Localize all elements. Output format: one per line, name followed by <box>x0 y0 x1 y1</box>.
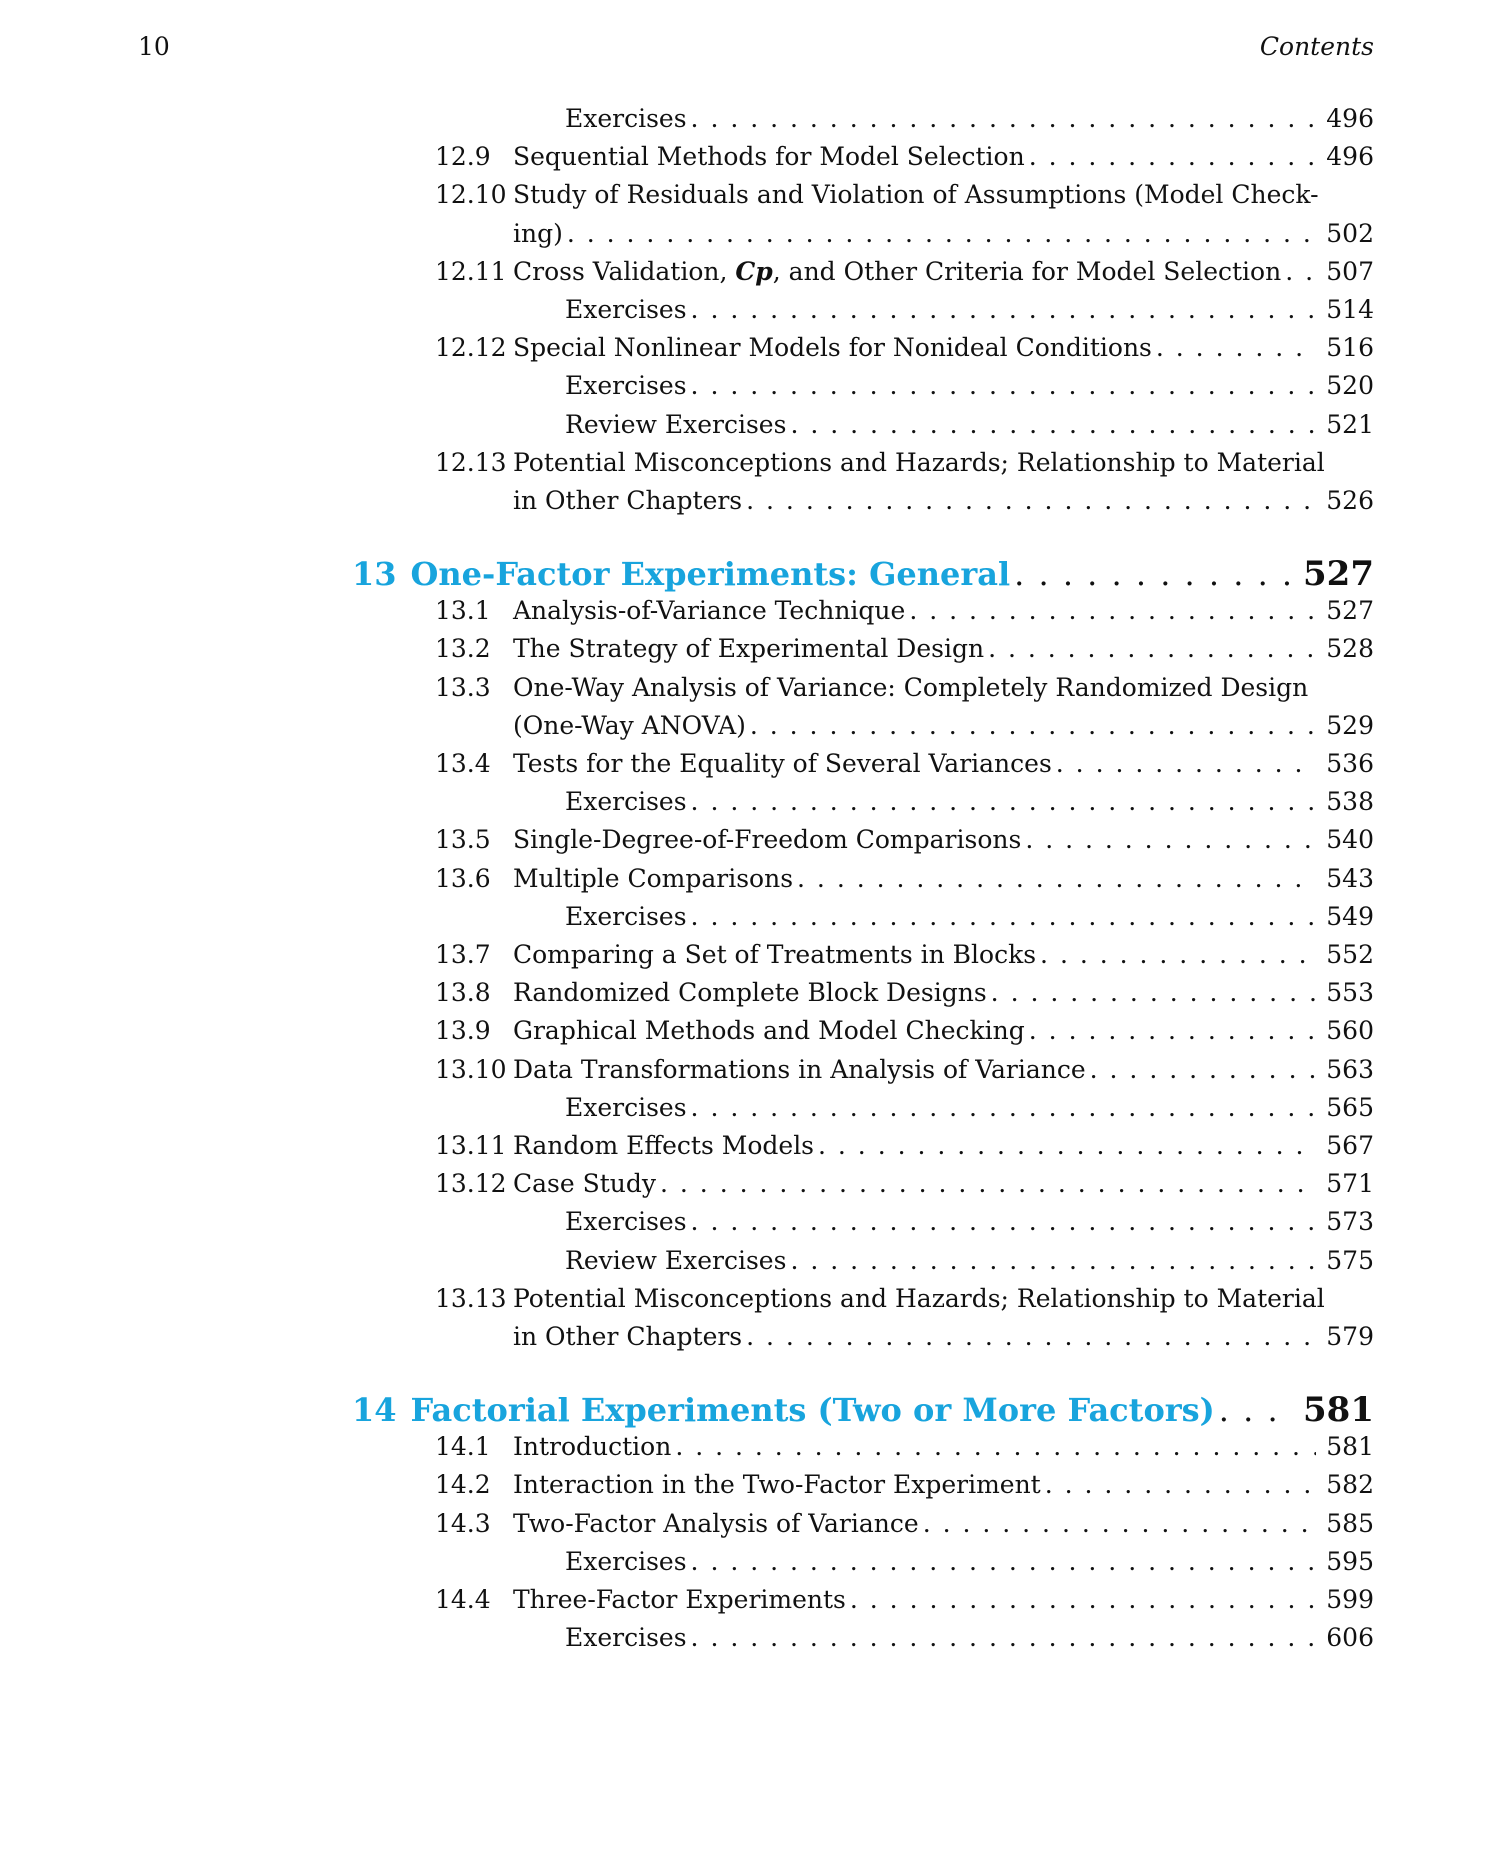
entry-title: Analysis-of-Variance Technique <box>513 596 906 625</box>
entry-title: Graphical Methods and Model Checking <box>513 1016 1025 1045</box>
page-ref: 521 <box>1326 410 1374 439</box>
toc-entry[interactable] <box>0 1319 1501 1355</box>
page-ref: 549 <box>1326 902 1374 931</box>
dot-leader <box>1029 139 1317 175</box>
dot-leader <box>1029 1013 1317 1049</box>
page-ref: 552 <box>1326 940 1374 969</box>
title-part: Cross Validation, <box>513 257 736 286</box>
exercise-entry[interactable] <box>0 1204 1501 1240</box>
dot-leader <box>1014 551 1293 597</box>
page-ref: 538 <box>1326 787 1374 816</box>
dot-leader <box>790 1243 1316 1279</box>
dot-leader <box>818 1128 1316 1164</box>
entry-title: Exercises <box>565 787 687 816</box>
section-number: 12.13 <box>435 448 507 477</box>
page-ref: 514 <box>1326 295 1374 324</box>
toc-entry[interactable] <box>0 1128 1501 1164</box>
exercise-entry[interactable] <box>0 368 1501 404</box>
dot-leader <box>691 1090 1317 1126</box>
entry-title: Multiple Comparisons <box>513 864 794 893</box>
entry-title: (One-Way ANOVA) <box>513 711 746 740</box>
section-number: 12.9 <box>435 142 491 171</box>
page-ref: 507 <box>1326 257 1374 286</box>
page-ref: 573 <box>1326 1207 1374 1236</box>
page-ref: 567 <box>1326 1131 1374 1160</box>
dot-leader <box>909 593 1316 629</box>
entry-title: Review Exercises <box>565 410 787 439</box>
entry-title: Three-Factor Experiments <box>513 1585 846 1614</box>
dot-leader <box>750 708 1316 744</box>
dot-leader <box>991 975 1317 1011</box>
dot-leader <box>691 101 1317 137</box>
entry-title: ing) <box>513 219 563 248</box>
toc-entry[interactable] <box>0 483 1501 519</box>
entry-title: Random Effects Models <box>513 1131 815 1160</box>
dot-leader <box>691 1620 1317 1656</box>
toc-entry[interactable] <box>0 975 1501 1011</box>
chapter-entry[interactable] <box>0 551 1501 597</box>
dot-leader <box>746 483 1316 519</box>
dot-leader <box>1056 746 1317 782</box>
section-number: 14.3 <box>435 1509 491 1538</box>
page-ref: 520 <box>1326 371 1374 400</box>
page-ref: 502 <box>1326 219 1374 248</box>
running-title: Contents <box>1259 32 1374 61</box>
page-ref: 536 <box>1326 749 1374 778</box>
toc-entry[interactable] <box>0 861 1501 897</box>
section-number: 13.8 <box>435 978 491 1007</box>
entry-title: Exercises <box>565 1547 687 1576</box>
section-number: 12.11 <box>435 257 507 286</box>
page-ref: 516 <box>1326 333 1374 362</box>
section-number: 13.11 <box>435 1131 507 1160</box>
toc-entry[interactable] <box>0 822 1501 858</box>
page-ref: 579 <box>1326 1322 1374 1351</box>
dot-leader <box>746 1319 1316 1355</box>
entry-title: Single-Degree-of-Freedom Comparisons <box>513 825 1022 854</box>
section-number: 13.1 <box>435 596 491 625</box>
dot-leader <box>567 216 1316 252</box>
entry-title: Exercises <box>565 1093 687 1122</box>
chapter-title: Factorial Experiments (Two or More Factors) <box>410 1391 1215 1429</box>
toc-entry[interactable] <box>0 177 1501 213</box>
section-number: 13.5 <box>435 825 491 854</box>
page-ref: 543 <box>1326 864 1374 893</box>
page-ref: 553 <box>1326 978 1374 1007</box>
page-ref: 581 <box>1303 1390 1374 1430</box>
toc-entry[interactable] <box>0 254 1501 290</box>
entry-title: Randomized Complete Block Designs <box>513 978 987 1007</box>
page-ref: 526 <box>1326 486 1374 515</box>
entry-title: Special Nonlinear Models for Nonideal Conditions <box>513 333 1152 362</box>
entry-title: Two-Factor Analysis of Variance <box>513 1509 919 1538</box>
toc-entry[interactable] <box>0 670 1501 706</box>
page-ref: 563 <box>1326 1055 1374 1084</box>
entry-title: Potential Misconceptions and Hazards; Relationship to Material <box>513 448 1325 477</box>
section-number: 13.9 <box>435 1016 491 1045</box>
page-ref: 585 <box>1326 1509 1374 1538</box>
page-ref: 527 <box>1326 596 1374 625</box>
dot-leader <box>923 1506 1317 1542</box>
page-number: 10 <box>138 32 170 61</box>
chapter-title: One-Factor Experiments: General <box>410 555 1011 593</box>
dot-leader <box>850 1582 1316 1618</box>
page-ref: 528 <box>1326 634 1374 663</box>
exercise-entry[interactable] <box>0 1090 1501 1126</box>
dot-leader <box>1090 1052 1317 1088</box>
dot-leader <box>691 784 1317 820</box>
exercise-entry[interactable] <box>0 899 1501 935</box>
entry-title: Potential Misconceptions and Hazards; Relationship to Material <box>513 1284 1325 1313</box>
exercise-entry[interactable] <box>0 1544 1501 1580</box>
dot-leader <box>691 292 1317 328</box>
dot-leader <box>1045 1467 1317 1503</box>
entry-title: Tests for the Equality of Several Variances <box>513 749 1052 778</box>
entry-title: The Strategy of Experimental Design <box>513 634 985 663</box>
title-part: , and Other Criteria for Model Selection <box>772 257 1282 286</box>
exercise-entry[interactable] <box>0 784 1501 820</box>
chapter-entry[interactable] <box>0 1387 1501 1433</box>
dot-leader <box>675 1429 1316 1465</box>
toc-entry[interactable] <box>0 1013 1501 1049</box>
entry-title: in Other Chapters <box>513 486 743 515</box>
page-ref: 606 <box>1326 1623 1374 1652</box>
section-number: 13.4 <box>435 749 491 778</box>
toc-entry[interactable] <box>0 1052 1501 1088</box>
entry-title: Data Transformations in Analysis of Variance <box>513 1055 1086 1084</box>
page-ref: 560 <box>1326 1016 1374 1045</box>
section-number: 14.2 <box>435 1470 491 1499</box>
toc-entry[interactable] <box>0 1582 1501 1618</box>
toc-entry[interactable] <box>0 139 1501 175</box>
entry-title: in Other Chapters <box>513 1322 743 1351</box>
toc-entry[interactable] <box>0 216 1501 252</box>
dot-leader <box>660 1166 1316 1202</box>
dot-leader <box>988 631 1316 667</box>
section-number: 14.1 <box>435 1432 491 1461</box>
toc-entry[interactable] <box>0 1166 1501 1202</box>
entry-title: Exercises <box>565 1623 687 1652</box>
entry-title <box>513 254 1281 290</box>
section-number: 13.10 <box>435 1055 507 1084</box>
page-ref: 582 <box>1326 1470 1374 1499</box>
exercise-entry[interactable] <box>0 407 1501 443</box>
dot-leader <box>797 861 1316 897</box>
page-ref: 595 <box>1326 1547 1374 1576</box>
section-number: 13.3 <box>435 673 491 702</box>
section-number: 13.7 <box>435 940 491 969</box>
section-number: 12.12 <box>435 333 507 362</box>
entry-title: Review Exercises <box>565 1246 787 1275</box>
entry-title: Comparing a Set of Treatments in Blocks <box>513 940 1037 969</box>
section-number: 13.12 <box>435 1169 507 1198</box>
section-number: 13.2 <box>435 634 491 663</box>
exercise-entry[interactable] <box>0 101 1501 137</box>
dot-leader <box>790 407 1316 443</box>
entry-title: One-Way Analysis of Variance: Completely Randomized Design <box>513 673 1309 702</box>
dot-leader <box>691 1544 1317 1580</box>
dot-leader <box>1025 822 1316 858</box>
page-ref: 540 <box>1326 825 1374 854</box>
toc-entry[interactable] <box>0 708 1501 744</box>
page-ref: 575 <box>1326 1246 1374 1275</box>
entry-title: Introduction <box>513 1432 672 1461</box>
dot-leader <box>1156 330 1316 366</box>
page-ref: 527 <box>1303 554 1374 594</box>
page-ref: 599 <box>1326 1585 1374 1614</box>
entry-title: Sequential Methods for Model Selection <box>513 142 1025 171</box>
math-symbol: Cp <box>735 257 773 286</box>
dot-leader <box>691 368 1317 404</box>
page-ref: 496 <box>1326 142 1374 171</box>
dot-leader <box>691 1204 1317 1240</box>
toc-entry[interactable] <box>0 1429 1501 1465</box>
section-number: 12.10 <box>435 180 507 209</box>
entry-title: Exercises <box>565 104 687 133</box>
exercise-entry[interactable] <box>0 1620 1501 1656</box>
toc-entry[interactable] <box>0 1506 1501 1542</box>
entry-title: Exercises <box>565 371 687 400</box>
toc-entry[interactable] <box>0 330 1501 366</box>
page-ref: 571 <box>1326 1169 1374 1198</box>
toc-entry[interactable] <box>0 746 1501 782</box>
toc-entry[interactable] <box>0 631 1501 667</box>
exercise-entry[interactable] <box>0 292 1501 328</box>
dot-leader <box>691 899 1317 935</box>
exercise-entry[interactable] <box>0 1243 1501 1279</box>
section-number: 13.13 <box>435 1284 507 1313</box>
chapter-number: 13 <box>352 555 397 593</box>
entry-title: Interaction in the Two-Factor Experiment <box>513 1470 1041 1499</box>
section-number: 13.6 <box>435 864 491 893</box>
toc-entry[interactable] <box>0 445 1501 481</box>
dot-leader <box>1285 254 1316 290</box>
chapter-number: 14 <box>352 1391 397 1429</box>
entry-title: Exercises <box>565 902 687 931</box>
page-ref: 529 <box>1326 711 1374 740</box>
entry-title: Study of Residuals and Violation of Assumptions (Model Check- <box>513 180 1319 209</box>
page-header <box>138 32 1374 66</box>
page-ref: 496 <box>1326 104 1374 133</box>
entry-title: Exercises <box>565 295 687 324</box>
entry-title: Exercises <box>565 1207 687 1236</box>
toc-entry[interactable] <box>0 593 1501 629</box>
toc-entry[interactable] <box>0 937 1501 973</box>
page-ref: 581 <box>1326 1432 1374 1461</box>
dot-leader <box>1219 1387 1293 1433</box>
entry-title: Case Study <box>513 1169 657 1198</box>
dot-leader <box>1040 937 1316 973</box>
toc-entry[interactable] <box>0 1281 1501 1317</box>
toc-entry[interactable] <box>0 1467 1501 1503</box>
section-number: 14.4 <box>435 1585 491 1614</box>
page-ref: 565 <box>1326 1093 1374 1122</box>
